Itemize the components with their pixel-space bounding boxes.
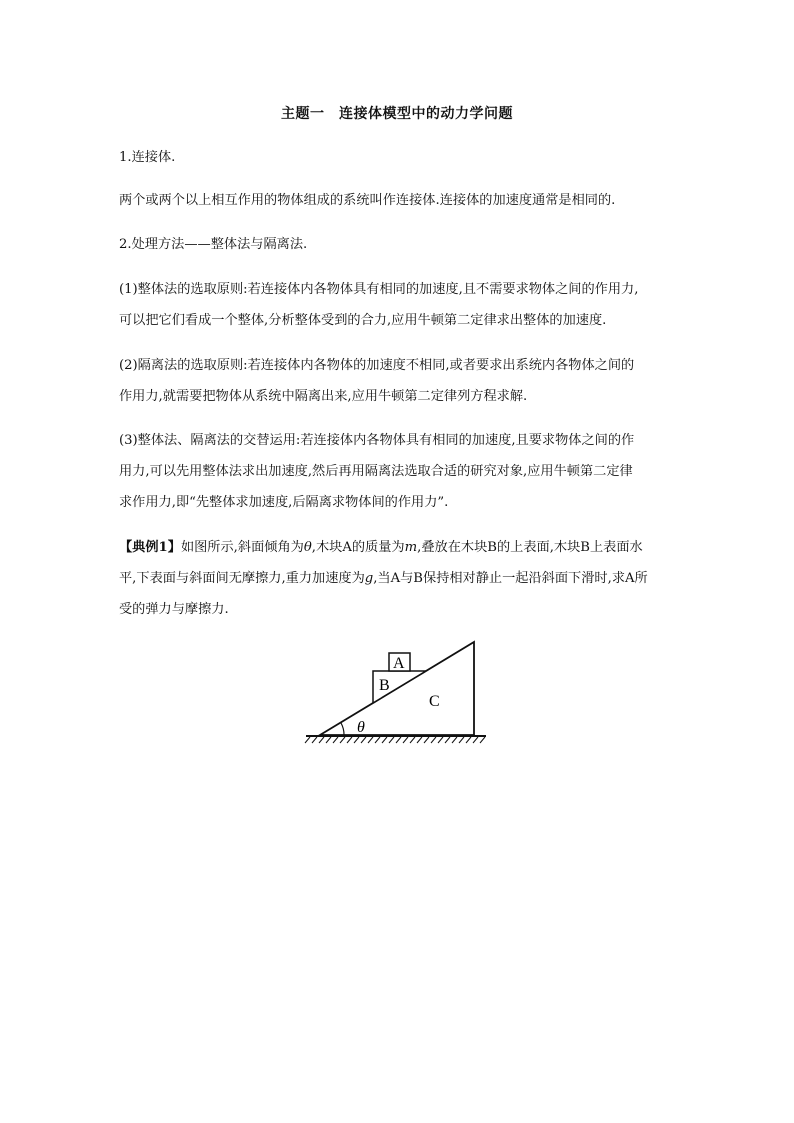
block-c-label: C [429,693,440,710]
block-b-label: B [379,677,390,694]
example-text: ,当A与B保持相对静止一起沿斜面下滑时,求A所 [373,571,648,586]
example-line-1 [119,539,643,557]
angle-arc [341,723,344,735]
example-text: ,叠放在木块B的上表面,木块B上表面水 [417,540,643,555]
paragraph-1-line-1: (1)整体法的选取原则:若连接体内各物体具有相同的加速度,且不需要求物体之间的作用力, [119,282,639,297]
section-1-body: 两个或两个以上相互作用的物体组成的系统叫作连接体.连接体的加速度通常是相同的. [119,193,616,208]
example-text: 平,下表面与斜面间无摩擦力,重力加速度为 [119,571,365,586]
angle-label: θ [357,719,365,736]
incline-figure [300,636,500,748]
example-text: 如图所示,斜面倾角为 [180,540,304,555]
block-a-label: A [393,655,405,672]
section-1-heading: 1.连接体. [119,150,176,165]
paragraph-2-line-2: 作用力,就需要把物体从系统中隔离出来,应用牛顿第二定律列方程求解. [119,389,528,404]
example-line-3: 受的弹力与摩擦力. [119,602,229,617]
gravity-symbol: g [364,571,374,586]
paragraph-3-line-2: 用力,可以先用整体法求出加速度,然后再用隔离法选取合适的研究对象,应用牛顿第二定律 [119,464,633,479]
paragraph-3-line-3: 求作用力,即“先整体求加速度,后隔离求物体间的作用力”. [119,495,449,510]
section-2-heading: 2.处理方法——整体法与隔离法. [119,237,308,252]
paragraph-2-line-1: (2)隔离法的选取原则:若连接体内各物体的加速度不相同,或者要求出系统内各物体之间的 [119,358,635,373]
example-text: ,木块A的质量为 [311,540,405,555]
paragraph-1-line-2: 可以把它们看成一个整体,分析整体受到的合力,应用牛顿第二定律求出整体的加速度. [119,313,607,328]
page-title: 主题一 连接体模型中的动力学问题 [281,106,513,122]
theta-symbol: θ [303,540,312,555]
ground-hatching [305,737,485,743]
mass-symbol: m [404,540,418,555]
example-label: 【典例1】 [119,540,181,555]
example-line-2 [119,570,648,588]
paragraph-3-line-1: (3)整体法、隔离法的交替运用:若连接体内各物体具有相同的加速度,且要求物体之间的作 [119,433,635,448]
